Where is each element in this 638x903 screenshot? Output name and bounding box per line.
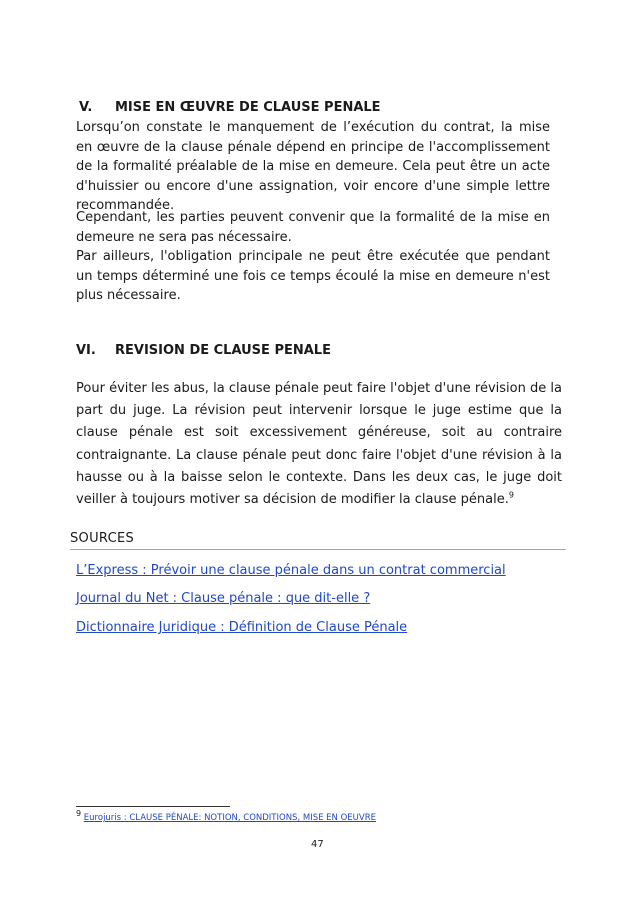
section-vi-title: REVISION DE CLAUSE PENALE <box>115 343 331 358</box>
footnote-separator <box>76 806 230 807</box>
paragraph-text: Cependant, les parties peuvent convenir que la formalité de la mise en demeure ne sera pas nécessaire. <box>76 210 550 245</box>
footnote-reference[interactable]: 9 <box>508 490 514 500</box>
section-vi-number: VI. <box>76 343 96 358</box>
paragraph-text: Pour éviter les abus, la clause pénale peut faire l'objet d'une révision de la part du juge. La révision peut intervenir lorsque le juge estime que la clause pénale est soit excessivement généreuse, soit au contraire contraignante. La clause pénale peut donc faire l'objet d'une révision à la hausse ou à la baisse selon le contexte. Dans les deux cas, le juge doit veiller à toujours motiver sa décision de modifier la clause pénale. <box>76 381 562 508</box>
footnote <box>76 809 376 823</box>
section-v-paragraph-1 <box>76 118 550 216</box>
section-v-paragraph-2 <box>76 208 550 247</box>
section-v-number: V. <box>79 100 93 115</box>
section-v-title: MISE EN ŒUVRE DE CLAUSE PENALE <box>115 100 381 115</box>
paragraph-text: Lorsqu’on constate le manquement de l’exécution du contrat, la mise en œuvre de la clause pénale dépend en principe de l'accomplissement de la formalité préalable de la mise en demeure. Cela peut être un acte d'huissier ou encore d'une assignation, voir encore d'une simple lettre recommandée. <box>76 120 550 213</box>
paragraph-text: Par ailleurs, l'obligation principale ne peut être exécutée que pendant un temps déterminé une fois ce temps écoulé la mise en demeure n'est plus nécessaire. <box>76 249 550 303</box>
section-v-paragraph-3 <box>76 247 550 306</box>
source-link-dictionnaire-juridique[interactable]: Dictionnaire Juridique : Définition de Clause Pénale <box>76 620 408 635</box>
section-v-heading <box>79 100 381 115</box>
section-vi-paragraph <box>76 378 562 511</box>
footnote-number: 9 <box>76 809 82 819</box>
section-vi-heading <box>76 343 331 358</box>
footnote-link[interactable]: Eurojuris : CLAUSE PÉNALE: NOTION, CONDITIONS, MISE EN OEUVRE <box>83 813 376 823</box>
source-link-lexpress[interactable]: L’Express : Prévoir une clause pénale dans un contrat commercial <box>76 563 506 578</box>
source-link-journal-du-net[interactable]: Journal du Net : Clause pénale : que dit-elle ? <box>76 591 371 606</box>
page-number: 47 <box>311 839 324 850</box>
sources-divider <box>70 549 566 550</box>
sources-title: SOURCES <box>70 531 135 546</box>
